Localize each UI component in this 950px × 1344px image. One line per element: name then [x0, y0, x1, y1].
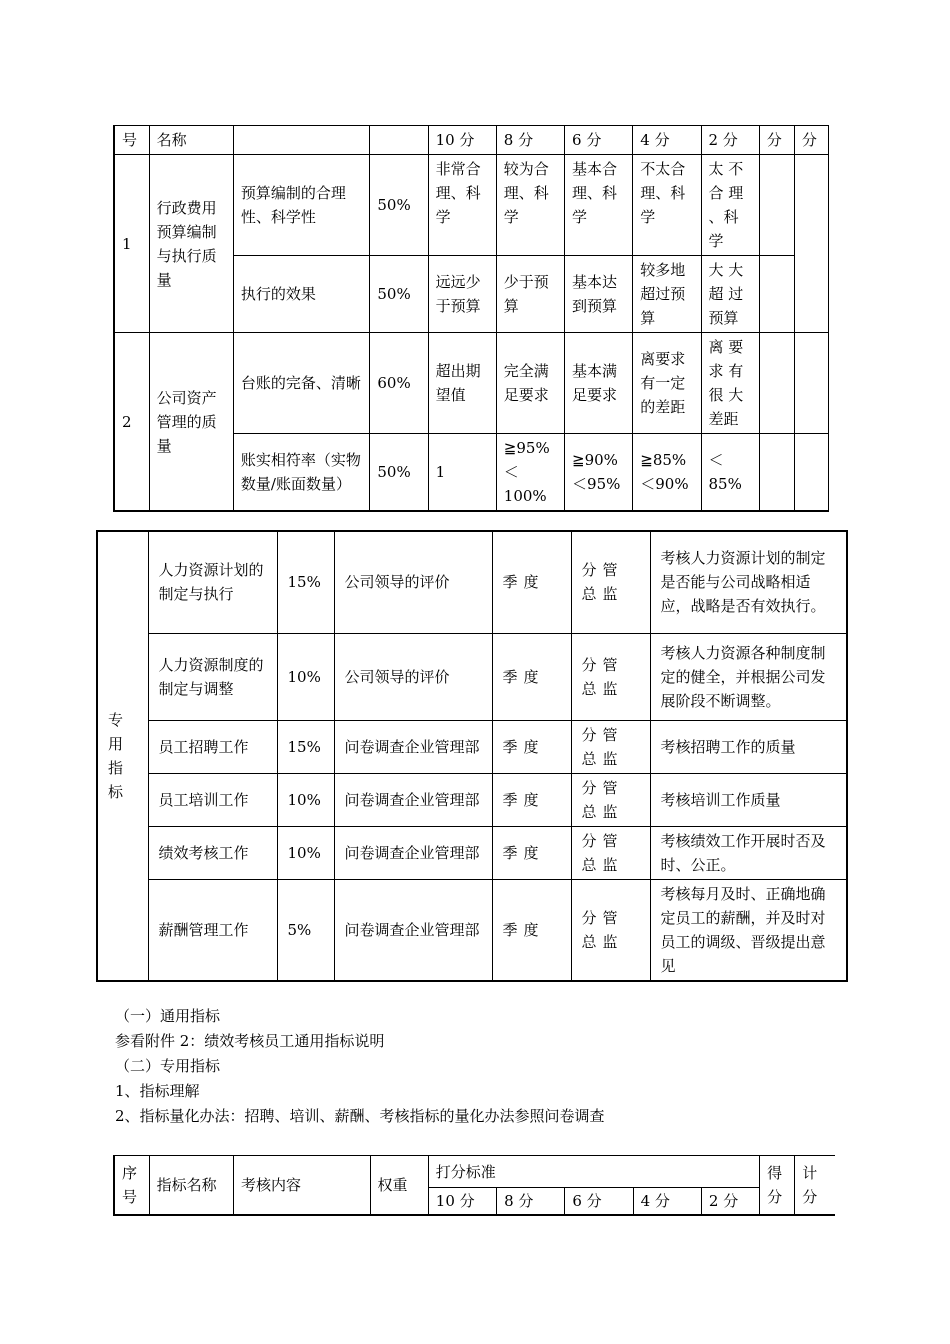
row-score-4: 离要求有一定的差距: [633, 333, 701, 434]
row-content: 执行的效果: [233, 256, 369, 333]
row-score-2: ＜85%: [701, 434, 759, 512]
header-name: 指标名称: [149, 1156, 233, 1216]
indicator-weight: 10%: [277, 773, 334, 826]
table-row: [97, 773, 847, 826]
note-general-heading: （一）通用指标: [115, 1007, 221, 1025]
header-score-6: 6 分: [565, 126, 633, 155]
indicator-name: 员工培训工作: [148, 773, 277, 826]
indicator-method: 问卷调查企业管理部: [334, 773, 492, 826]
indicator-cycle: 季度: [492, 531, 571, 633]
row-content: 台账的完备、清晰: [233, 333, 369, 434]
group-no: 1: [114, 155, 149, 333]
table-header-row: [114, 1156, 835, 1188]
header-total: 计分: [795, 1156, 835, 1216]
row-score-8: 较为合理、科学: [496, 155, 564, 256]
row-score-6: 基本满足要求: [565, 333, 633, 434]
indicator-owner: 分管总监: [571, 531, 650, 633]
row-score-4: ≧85%＜90%: [633, 434, 701, 512]
indicator-method: 问卷调查企业管理部: [334, 720, 492, 773]
header-score-4: 4 分: [633, 1188, 701, 1216]
table-row: [97, 531, 847, 633]
row-score-8: ≧95%＜100%: [496, 434, 564, 512]
row-weight: 50%: [370, 256, 428, 333]
row-score-10: 1: [428, 434, 496, 512]
note-item-2: 2、指标量化办法：招聘、培训、薪酬、考核指标的量化办法参照问卷调查: [115, 1107, 605, 1125]
appraisal-table-header: [113, 1155, 835, 1216]
header-score-4: 4 分: [633, 126, 701, 155]
header-standard: 打分标准: [428, 1156, 759, 1188]
indicator-weight: 5%: [277, 879, 334, 981]
header-score-10: 10 分: [428, 1188, 496, 1216]
row-score[interactable]: [759, 434, 794, 512]
indicator-owner: 分管总监: [571, 720, 650, 773]
indicator-weight: 15%: [277, 531, 334, 633]
indicator-desc: 考核人力资源各种制度制定的健全，并根据公司发展阶段不断调整。: [650, 633, 847, 720]
header-weight: [370, 126, 428, 155]
row-score-4: 不太合理、科学: [633, 155, 701, 256]
special-indicator-table: [96, 530, 848, 982]
header-no: 序号: [114, 1156, 149, 1216]
indicator-name: 人力资源计划的制定与执行: [148, 531, 277, 633]
row-weight: 50%: [370, 434, 428, 512]
indicator-method: 公司领导的评价: [334, 531, 492, 633]
indicator-name: 绩效考核工作: [148, 826, 277, 879]
header-content: 考核内容: [233, 1156, 370, 1216]
header-score-2: 2 分: [701, 126, 759, 155]
header-total: 分: [794, 126, 828, 155]
indicator-weight: 10%: [277, 633, 334, 720]
row-score-6: ≧90%＜95%: [565, 434, 633, 512]
row-score-6: 基本达到预算: [565, 256, 633, 333]
table-row: [97, 720, 847, 773]
header-score-8: 8 分: [497, 1188, 565, 1216]
indicator-owner: 分管总监: [571, 773, 650, 826]
indicator-name: 薪酬管理工作: [148, 879, 277, 981]
notes-section: [115, 1004, 875, 1129]
group-no: 2: [114, 333, 149, 512]
row-score-8: 完全满足要求: [496, 333, 564, 434]
row-weight: 50%: [370, 155, 428, 256]
indicator-name: 员工招聘工作: [148, 720, 277, 773]
row-score-8: 少于预算: [496, 256, 564, 333]
header-score-6: 6 分: [565, 1188, 633, 1216]
indicator-cycle: 季度: [492, 773, 571, 826]
header-score-2: 2 分: [701, 1188, 759, 1216]
indicator-cycle: 季度: [492, 826, 571, 879]
row-total[interactable]: [794, 434, 828, 512]
indicator-method: 问卷调查企业管理部: [334, 879, 492, 981]
indicator-desc: 考核培训工作质量: [650, 773, 847, 826]
indicator-desc: 考核每月及时、正确地确定员工的薪酬，并及时对员工的调级、晋级提出意见: [650, 879, 847, 981]
table-row: [97, 826, 847, 879]
header-weight: 权重: [370, 1156, 428, 1216]
header-score: 得分: [760, 1156, 795, 1216]
row-total[interactable]: [794, 155, 828, 333]
indicator-name: 人力资源制度的制定与调整: [148, 633, 277, 720]
table-row: [114, 155, 829, 256]
row-total[interactable]: [794, 333, 828, 434]
indicator-weight: 15%: [277, 720, 334, 773]
header-content: [233, 126, 369, 155]
header-name: 名称: [149, 126, 233, 155]
row-weight: 60%: [370, 333, 428, 434]
table-row: [97, 633, 847, 720]
indicator-owner: 分管总监: [571, 879, 650, 981]
note-item-1: 1、指标理解: [115, 1082, 200, 1100]
row-score-2: 离 要 求 有 很 大 差距: [701, 333, 759, 434]
header-score: 分: [759, 126, 794, 155]
indicator-desc: 考核绩效工作开展时否及时、公正。: [650, 826, 847, 879]
row-score-10: 远远少于预算: [428, 256, 496, 333]
header-no: 号: [114, 126, 149, 155]
header-score-8: 8 分: [496, 126, 564, 155]
indicator-method: 公司领导的评价: [334, 633, 492, 720]
indicator-owner: 分管总监: [571, 633, 650, 720]
indicator-cycle: 季度: [492, 720, 571, 773]
note-special-heading: （二）专用指标: [115, 1057, 221, 1075]
row-score-4: 较多地超过预算: [633, 256, 701, 333]
header-score-10: 10 分: [428, 126, 496, 155]
table-header-row: [114, 126, 829, 155]
row-score[interactable]: [759, 256, 794, 333]
group-name: 行政费用预算编制与执行质量: [149, 155, 233, 333]
row-score[interactable]: [759, 155, 794, 256]
row-score[interactable]: [759, 333, 794, 434]
indicator-desc: 考核招聘工作的质量: [650, 720, 847, 773]
table-row: [97, 879, 847, 981]
group-name: 公司资产管理的质量: [149, 333, 233, 512]
indicator-cycle: 季度: [492, 633, 571, 720]
note-general-ref: 参看附件 2：绩效考核员工通用指标说明: [115, 1032, 385, 1050]
appraisal-table-admin: [113, 125, 829, 512]
indicator-method: 问卷调查企业管理部: [334, 826, 492, 879]
row-score-10: 非常合理、科学: [428, 155, 496, 256]
indicator-owner: 分管总监: [571, 826, 650, 879]
row-score-2: 大 大 超 过 预算: [701, 256, 759, 333]
row-content: 账实相符率（实物数量/账面数量）: [233, 434, 369, 512]
indicator-cycle: 季度: [492, 879, 571, 981]
row-score-10: 超出期望值: [428, 333, 496, 434]
indicator-weight: 10%: [277, 826, 334, 879]
table-row: [114, 333, 829, 434]
category-cell: 专用指标: [97, 531, 148, 981]
indicator-desc: 考核人力资源计划的制定是否能与公司战略相适应，战略是否有效执行。: [650, 531, 847, 633]
row-content: 预算编制的合理性、科学性: [233, 155, 369, 256]
row-score-6: 基本合理、科学: [565, 155, 633, 256]
row-score-2: 太 不 合 理 、科学: [701, 155, 759, 256]
